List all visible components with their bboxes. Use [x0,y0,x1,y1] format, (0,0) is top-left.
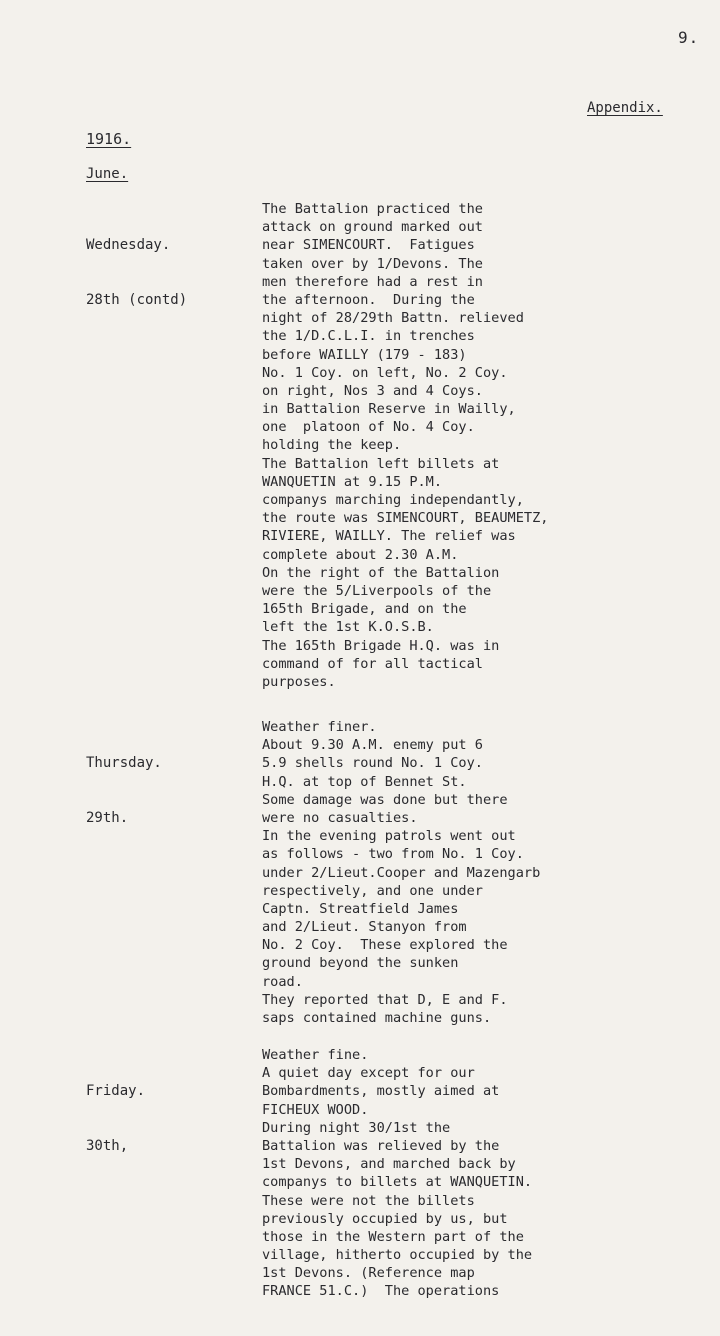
entry-date: 28th (contd) [86,292,188,308]
text-line: companys to billets at WANQUETIN. [262,1174,533,1191]
text-line: were no casualties. [262,809,418,826]
text-line: Weather finer. [262,719,377,735]
text-line: The Battalion left billets at [262,455,500,472]
entry-day: Thursday. [86,755,162,772]
text-line: taken over by 1/Devons. The [262,255,483,272]
text-line: Bombardments, mostly aimed at [262,1083,500,1100]
text-line: purposes. [262,673,336,690]
entry-date: 29th. [86,810,129,826]
text-line: night of 28/29th Battn. relieved [262,310,524,327]
text-line: The 165th Brigade H.Q. was in [262,637,500,654]
entry-date-thursday [86,718,162,864]
text-line: the 1/D.C.L.I. in trenches [262,328,475,345]
text-line: H.Q. at top of Bennet St. [262,773,467,790]
entry-date: 30th, [86,1138,129,1154]
month-heading: June. [86,166,129,182]
text-line: Captn. Streatfield James [262,900,459,917]
text-line: FRANCE 51.C.) The operations [262,1283,500,1300]
page-number: 9. [678,28,700,47]
text-line: ground beyond the sunken [262,955,459,972]
text-line: In the evening patrols went out [262,828,516,845]
text-line: 1st Devons, and marched back by [262,1156,516,1173]
text-line: saps contained machine guns. [262,1010,492,1026]
entry-date-friday [86,1046,145,1192]
text-line: No. 2 Coy. These explored the [262,937,508,954]
appendix-heading: Appendix. [587,100,663,116]
text-line: 1st Devons. (Reference map [262,1265,475,1282]
text-line: near SIMENCOURT. Fatigues [262,237,475,254]
text-line: No. 1 Coy. on left, No. 2 Coy. [262,364,508,381]
text-line: and 2/Lieut. Stanyon from [262,919,467,936]
entry-text-wednesday [262,200,710,691]
text-line: They reported that D, E and F. [262,991,508,1008]
year-heading: 1916. [86,130,132,148]
text-line: FICHEUX WOOD. [262,1101,369,1118]
text-line: The Battalion practiced the [262,201,483,217]
text-line: the afternoon. During the [262,291,475,308]
entry-text-friday [262,1046,710,1301]
text-line: were the 5/Liverpools of the [262,582,492,599]
text-line: one platoon of No. 4 Coy. [262,419,475,436]
text-line: Weather fine. [262,1047,369,1063]
entry-day: Friday. [86,1083,146,1100]
text-line: road. [262,973,303,990]
text-line: in Battalion Reserve in Wailly, [262,401,516,418]
text-line: Battalion was relieved by the [262,1137,500,1154]
text-line: the route was SIMENCOURT, BEAUMETZ, [262,510,549,527]
text-line: village, hitherto occupied by the [262,1247,533,1264]
text-line: 5.9 shells round No. 1 Coy. [262,755,483,772]
text-line: holding the keep. [262,437,402,454]
text-line: A quiet day except for our [262,1065,475,1082]
text-line: those in the Western part of the [262,1228,524,1245]
text-line: previously occupied by us, but [262,1210,508,1227]
text-line: Some damage was done but there [262,791,508,808]
text-line: attack on ground marked out [262,219,483,236]
entry-text-thursday [262,718,710,1027]
text-line: About 9.30 A.M. enemy put 6 [262,737,483,754]
text-line: respectively, and one under [262,882,483,899]
entry-day: Wednesday. [86,237,171,254]
text-line: command of for all tactical [262,655,483,672]
text-line: under 2/Lieut.Cooper and Mazengarb [262,864,541,881]
text-line: WANQUETIN at 9.15 P.M. [262,473,443,490]
text-line: on right, Nos 3 and 4 Coys. [262,382,483,399]
text-line: These were not the billets [262,1192,475,1209]
text-line: On the right of the Battalion [262,564,500,581]
text-line: companys marching independantly, [262,492,524,508]
text-line: 165th Brigade, and on the [262,601,467,618]
text-line: complete about 2.30 A.M. [262,546,459,563]
text-line: During night 30/1st the [262,1119,451,1136]
text-line: before WAILLY (179 - 183) [262,346,467,363]
text-line: as follows - two from No. 1 Coy. [262,846,524,863]
entry-date-wednesday [86,200,187,346]
text-line: left the 1st K.O.S.B. [262,619,434,636]
text-line: RIVIERE, WAILLY. The relief was [262,528,516,545]
text-line: men therefore had a rest in [262,273,483,290]
